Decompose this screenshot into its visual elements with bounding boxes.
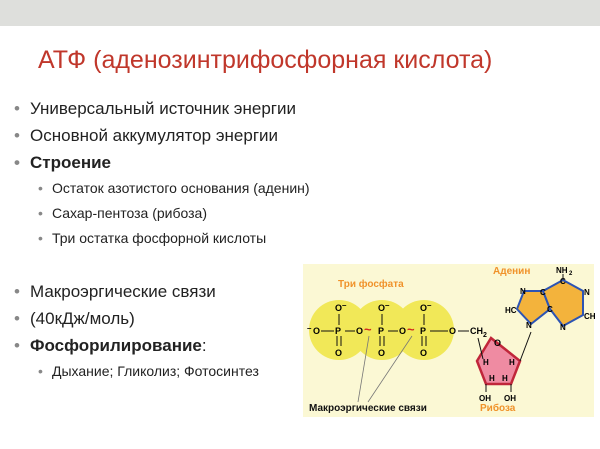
slide-title: АТФ (аденозинтрифосфорная кислота) <box>38 46 493 74</box>
atom-o-ribose: O <box>494 338 502 348</box>
label-macroergic-bonds: Макроэргические связи <box>309 403 427 414</box>
atom-o-top-1: O <box>335 303 343 313</box>
atom-p-2: P <box>378 326 385 336</box>
bond-ribose-adenine <box>520 332 531 361</box>
atom-o-ester: O <box>449 326 457 336</box>
bullet-list-bottom <box>14 278 259 384</box>
atom-nh2: NH <box>556 266 568 275</box>
sub-bullet-phosphates: • Три остатка фосфорной кислоты <box>14 226 310 251</box>
phosphorylation-label: Фосфорилирование <box>30 336 202 355</box>
atp-structure-diagram <box>303 264 594 417</box>
macroergic-bond-1: ~ <box>364 322 372 337</box>
sub-bullet-ribose: • Сахар-пентоза (рибоза) <box>14 201 310 226</box>
atom-o-bottom-1: O <box>335 348 343 358</box>
charge-top-1: – <box>342 301 347 310</box>
atom-h-ribose-4: H <box>502 374 508 383</box>
macroergic-value-text: (40кДж/моль) <box>30 309 135 328</box>
bullet-structure: • Строение <box>14 149 310 176</box>
atom-ch2: CH <box>470 326 483 336</box>
label-three-phosphates: Три фосфата <box>338 279 404 290</box>
sub-bullet-adenine: • Остаток азотистого основания (аденин) <box>14 176 310 201</box>
window-top-bar <box>0 0 600 26</box>
atom-n-3: N <box>560 323 566 332</box>
atom-o-top-2: O <box>378 303 386 313</box>
atom-o-bottom-2: O <box>378 348 386 358</box>
atom-c-6: C <box>560 277 566 286</box>
atom-ch-2: CH <box>584 312 596 321</box>
label-adenine: Аденин <box>493 266 531 277</box>
atom-oh-2: OH <box>504 394 516 403</box>
atom-ch2-subscript: 2 <box>483 332 487 339</box>
atom-o-left: O <box>313 326 321 336</box>
atom-o-bottom-3: O <box>420 348 428 358</box>
atom-n-9: N <box>526 321 532 330</box>
bullet-phosphorylation <box>14 332 259 359</box>
bullet-main-accumulator: • Основной аккумулятор энергии <box>14 122 310 149</box>
phosphorylation-colon: : <box>201 336 207 355</box>
atom-n-1: N <box>584 288 590 297</box>
atom-p-1: P <box>335 326 342 336</box>
atom-o-top-3: O <box>420 303 428 313</box>
atom-o-bridge-1: O <box>356 326 364 336</box>
bullet-macroergic: • Макроэргические связи <box>14 278 259 305</box>
atom-n-7: N <box>520 287 526 296</box>
macroergic-bond-2: ~ <box>407 322 415 337</box>
atom-h-ribose-3: H <box>489 374 495 383</box>
adenine-six-ring <box>543 280 583 326</box>
charge-top-2: – <box>385 301 390 310</box>
atom-o-bridge-2: O <box>399 326 407 336</box>
atom-nh2-subscript: 2 <box>569 271 573 277</box>
charge-top-3: – <box>427 301 432 310</box>
atom-c-5: C <box>540 288 546 297</box>
bullet-macroergic-value <box>14 305 259 332</box>
atom-hc-8: HC <box>505 306 517 315</box>
charge-left: – <box>307 324 312 333</box>
atom-oh-1: OH <box>479 394 491 403</box>
atp-structure-svg <box>303 264 594 417</box>
label-ribose: Рибоза <box>480 403 516 414</box>
atom-h-ribose-1: H <box>483 358 489 367</box>
atom-p-3: P <box>420 326 427 336</box>
sub-bullet-processes: • Дыхание; Гликолиз; Фотосинтез <box>14 359 259 384</box>
atom-h-ribose-2: H <box>509 358 515 367</box>
atom-c-4: C <box>547 305 553 314</box>
bullet-universal-source: • Универсальный источник энергии <box>14 95 310 122</box>
bullet-list-top <box>14 95 310 251</box>
